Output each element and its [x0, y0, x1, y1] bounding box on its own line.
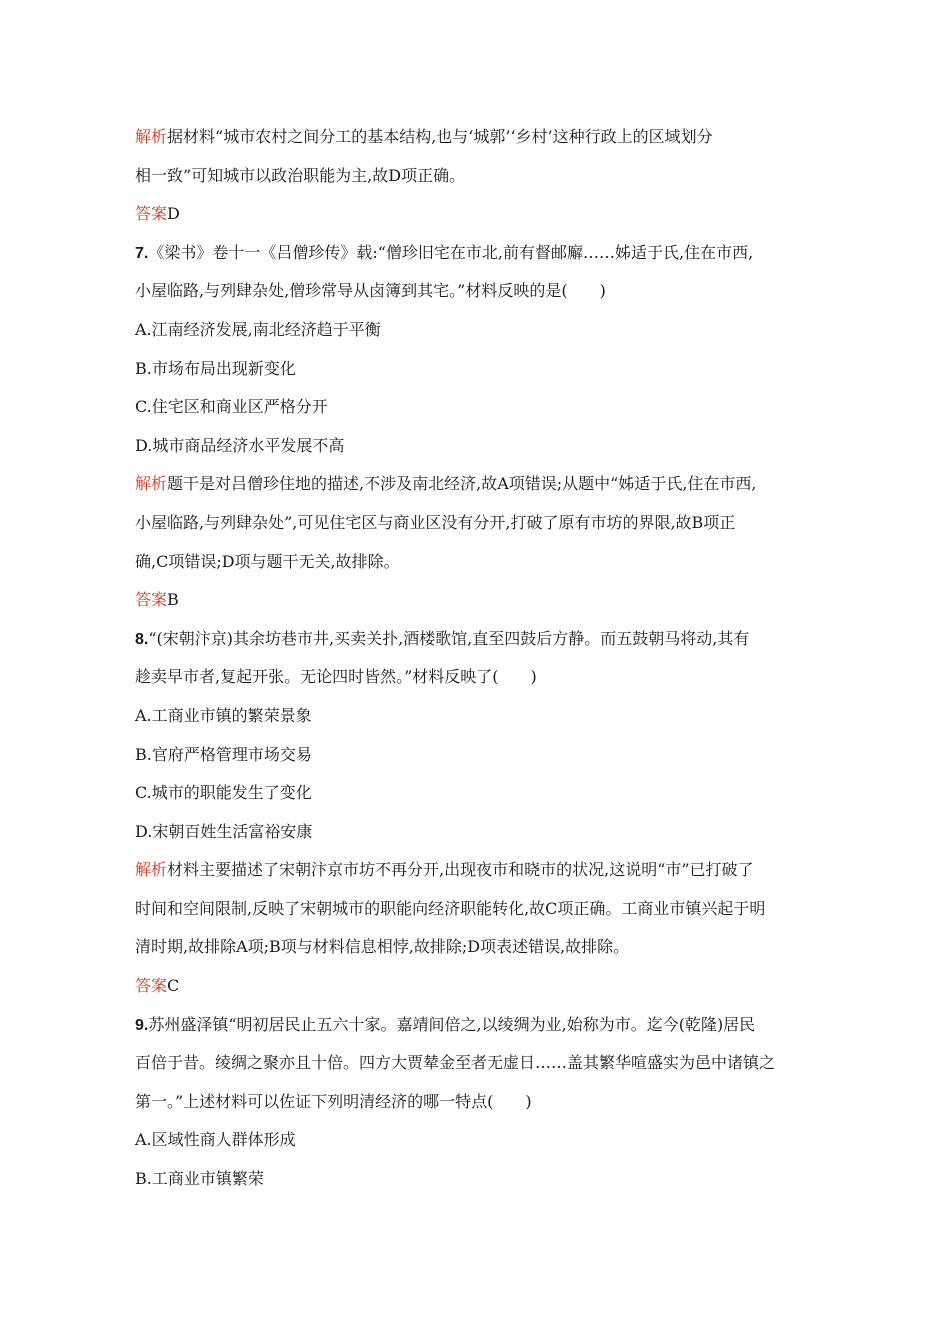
analysis-line: 确,C项错误;D项与题干无关,故排除。 — [135, 551, 400, 571]
stem-line: 8.“(宋朝汴京)其余坊巷市井,买卖关扑,酒楼歌馆,直至四鼓后方静。而五鼓朝马将动,其有 — [135, 628, 750, 648]
analysis-line: 清时期,故排除A项;B项与材料信息相悖,故排除;D项表述错误,故排除。 — [135, 937, 630, 957]
q8-option-b: B.官府严格管理市场交易 — [135, 744, 312, 764]
stem-line: 9.苏州盛泽镇“明初居民止五六十家。嘉靖间倍之,以绫绸为业,始称为市。迄今(乾隆)居民 — [135, 1014, 756, 1034]
stem-line: 7.《梁书》卷十一《吕僧珍传》载:“僧珍旧宅在市北,前有督邮廨……姊适于氏,住在市西, — [135, 242, 754, 262]
q8-answer — [135, 967, 825, 1006]
analysis-label: 解析 — [135, 474, 168, 494]
q7-option-a: A.江南经济发展,南北经济趋于平衡 — [135, 319, 381, 339]
q9-option-a: A.区域性商人群体形成 — [135, 1130, 296, 1150]
q8-analysis — [135, 851, 825, 967]
document-page — [135, 118, 825, 1199]
analysis-line: 时间和空间限制,反映了宋朝城市的职能向经济职能转化,故C项正确。工商业市镇兴起于明 — [135, 898, 766, 918]
answer-label: 答案 — [135, 590, 168, 610]
analysis-line: 解析题干是对吕僧珍住地的描述,不涉及南北经济,故A项错误;从题中“姊适于氏,住在市西, — [135, 474, 757, 494]
q7-analysis — [135, 465, 825, 581]
analysis-label: 解析 — [135, 127, 168, 146]
q8-option-d: D.宋朝百姓生活富裕安康 — [135, 821, 313, 841]
analysis-line: 解析据材料“城市农村之间分工的基本结构,也与‘城郭’‘乡村’这种行政上的区域划分 — [135, 127, 713, 146]
question-number: 8. — [135, 630, 149, 648]
stem-line: 第一。”上述材料可以佐证下列明清经济的哪一特点( ) — [135, 1091, 532, 1111]
analysis-label: 解析 — [135, 860, 168, 880]
q6-answer — [135, 195, 825, 234]
analysis-line: 相一致”可知城市以政治职能为主,故D项正确。 — [135, 165, 466, 185]
answer-value: D — [167, 204, 180, 224]
stem-line: 小屋临路,与列肆杂处,僧珍常导从卤簿到其宅。”材料反映的是( ) — [135, 281, 606, 301]
answer-label: 答案 — [135, 976, 168, 996]
stem-line: 百倍于昔。绫绸之聚亦且十倍。四方大贾辇金至者无虚日……盖其繁华喧盛实为邑中诸镇之 — [135, 1053, 776, 1073]
q7-option-c: C.住宅区和商业区严格分开 — [135, 397, 328, 417]
answer-label: 答案 — [135, 204, 168, 224]
q7-option-d: D.城市商品经济水平发展不高 — [135, 435, 345, 455]
q6-analysis — [135, 118, 825, 195]
question-number: 9. — [135, 1016, 149, 1034]
q8-option-c: C.城市的职能发生了变化 — [135, 783, 312, 803]
stem-line: 趁卖早市者,复起开张。无论四时皆然。”材料反映了( ) — [135, 667, 537, 687]
q7-stem — [135, 234, 825, 311]
q7-answer — [135, 581, 825, 620]
analysis-line: 小屋临路,与列肆杂处”,可见住宅区与商业区没有分开,打破了原有市坊的界限,故B项正 — [135, 512, 736, 532]
analysis-line: 解析材料主要描述了宋朝汴京市坊不再分开,出现夜市和晓市的状况,这说明“市”已打破了 — [135, 860, 754, 880]
question-number: 7. — [135, 244, 149, 262]
answer-value: B — [167, 590, 179, 610]
answer-value: C — [167, 976, 180, 996]
q8-option-a: A.工商业市镇的繁荣景象 — [135, 705, 312, 725]
q7-option-b: B.市场布局出现新变化 — [135, 358, 296, 378]
q9-option-b: B.工商业市镇繁荣 — [135, 1169, 264, 1189]
q9-stem — [135, 1006, 825, 1122]
q8-stem — [135, 620, 825, 697]
